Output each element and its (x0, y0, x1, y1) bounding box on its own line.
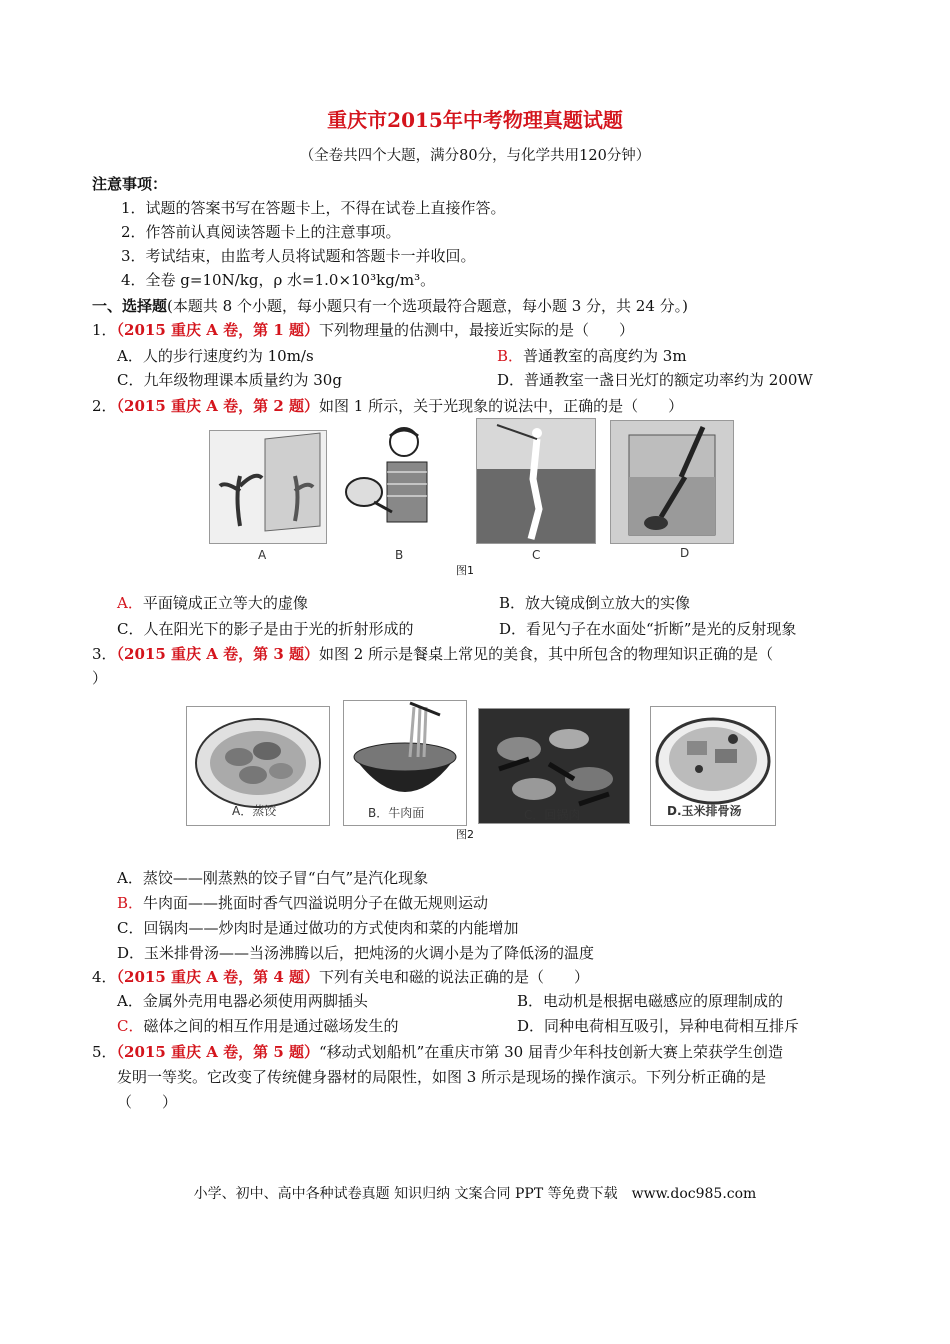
figure-label: A (258, 548, 267, 562)
q3-option-a: A．蒸饺——刚蒸熟的饺子冒“白气”是汽化现象 (117, 869, 429, 887)
figure-label: C．回锅肉 (524, 808, 581, 822)
figure-1b-magnifier-image (342, 422, 448, 542)
q1-option-b: B．普通教室的高度约为 3m (497, 347, 687, 365)
notice-item: 1．试题的答案书写在答题卡上，不得在试卷上直接作答。 (121, 199, 506, 217)
q4-option-d: D．同种电荷相互吸引，异种电荷相互排斥 (517, 1017, 800, 1035)
section-heading (92, 296, 688, 316)
q3-option-b: B．牛肉面——挑面时香气四溢说明分子在做无规则运动 (117, 894, 489, 912)
q2-option-c: C．人在阳光下的影子是由于光的折射形成的 (117, 620, 414, 638)
q1-option-c: C．九年级物理课本质量约为 30g (117, 371, 342, 389)
notice-heading: 注意事项： (92, 175, 168, 193)
q4-option-a: A．金属外壳用电器必须使用两脚插头 (117, 992, 368, 1010)
question-1-stem (92, 320, 634, 340)
q2-option-b: B．放大镜成倒立放大的实像 (499, 594, 691, 612)
notice-item: 4．全卷 g=10N/kg，ρ 水=1.0×10³kg/m³。 (121, 271, 436, 289)
figure-1d-spoon-image (610, 420, 734, 544)
page-title: 重庆市2015年中考物理真题试题 (327, 108, 623, 132)
q3-option-d: D．玉米排骨汤——当汤沸腾以后，把炖汤的火调小是为了降低汤的温度 (117, 944, 595, 962)
page-footer: 小学、初中、高中各种试卷真题 知识归纳 文案合同 PPT 等免费下载 www.doc985.com (193, 1186, 757, 1202)
exam-subtitle: （全卷共四个大题，满分80分，与化学共用120分钟） (299, 148, 651, 164)
question-2-stem: 2．（2015 重庆 A 卷，第 2 题）如图 1 所示，关于光现象的说法中，正确的是（ ） (92, 397, 684, 415)
figure-label: C (532, 548, 541, 562)
section-description: (本题共 8 个小题，每小题只有一个选项最符合题意，每小题 3 分，共 24 分。) (167, 297, 689, 315)
figure-1a-mirror-image (209, 430, 327, 544)
spoon-in-water-illustration (611, 421, 733, 543)
question-3-stem: 3．（2015 重庆 A 卷，第 3 题）如图 2 所示是餐桌上常见的美食，其中所包含的物理知识正确的是（ (92, 645, 774, 663)
figure-label: A．蒸饺 (232, 804, 277, 818)
question-source: （2015 重庆 A 卷，第 1 题） (116, 321, 319, 339)
figure-label: B (395, 548, 404, 562)
section-title: 一、选择题 (92, 297, 168, 315)
q1-option-a: A．人的步行速度约为 10m/s (117, 347, 314, 365)
q3-option-c: C．回锅肉——炒肉时是通过做功的方式使肉和菜的内能增加 (117, 919, 519, 937)
mirror-plant-illustration (210, 431, 326, 543)
question-5-answer-blank: （ ） (117, 1093, 178, 1111)
q4-option-b: B．电动机是根据电磁感应的原理制成的 (517, 992, 784, 1010)
figure-label: D.玉米排骨汤 (667, 804, 742, 818)
boy-magnifier-illustration (342, 422, 448, 542)
q1-option-d: D．普通教室一盏日光灯的额定功率约为 200W (497, 371, 813, 389)
figure-caption: 图2 (456, 828, 474, 841)
q4-option-c: C．磁体之间的相互作用是通过磁场发生的 (117, 1017, 399, 1035)
notice-item: 2．作答前认真阅读答题卡上的注意事项。 (121, 223, 401, 241)
q2-option-a: A．平面镜成正立等大的虚像 (117, 594, 308, 612)
question-5-text: 发明一等奖。它改变了传统健身器材的局限性，如图 3 所示是现场的操作演示。下列分析正确的是 (117, 1068, 767, 1086)
q2-option-d: D．看见勺子在水面处“折断”是光的反射现象 (499, 620, 797, 638)
figure-1c-shadow-image (476, 418, 596, 544)
question-4-stem: 4．（2015 重庆 A 卷，第 4 题）下列有关电和磁的说法正确的是（ ） (92, 968, 589, 986)
question-text: 下列物理量的估测中，最接近实际的是（ ） (318, 321, 634, 339)
figure-label: D (680, 546, 690, 560)
notice-item: 3．考试结束，由监考人员将试题和答题卡一并收回。 (121, 247, 476, 265)
question-5-stem: 5．（2015 重庆 A 卷，第 5 题）“移动式划船机”在重庆市第 30 届青少年科技创新大赛上荣获学生创造 (92, 1043, 783, 1061)
figure-caption: 图1 (456, 564, 474, 577)
question-3-stem-continued: ） (92, 669, 108, 687)
question-number: 1． (92, 321, 117, 339)
figure-label: B．牛肉面 (368, 806, 425, 820)
golfer-shadow-illustration (477, 419, 595, 543)
